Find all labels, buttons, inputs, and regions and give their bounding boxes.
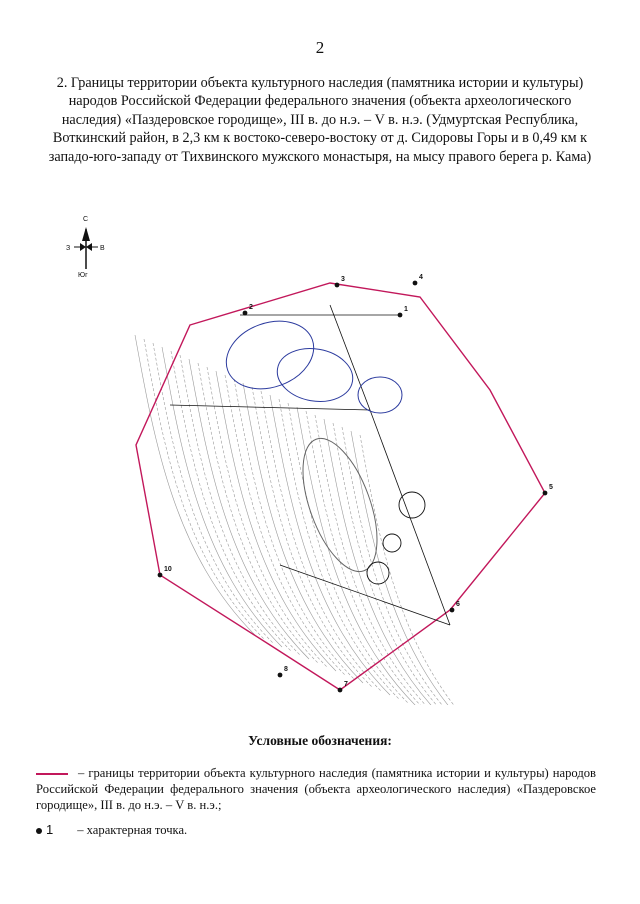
legend-boundary-item [36, 765, 596, 813]
contour-line [315, 415, 435, 705]
point-label: 1 [404, 306, 408, 313]
compass-south-label: Юг [78, 272, 88, 279]
site-plan-map [40, 205, 600, 705]
survey-lines [170, 305, 450, 625]
boundary-line-swatch [36, 773, 68, 775]
point-marker [278, 673, 283, 678]
point-label: 3 [341, 276, 345, 283]
mound-markers [367, 492, 425, 584]
point-marker [398, 313, 403, 318]
compass-icon [66, 216, 105, 279]
compass-north-label: С [83, 216, 89, 223]
terrain-contours [135, 335, 480, 705]
legend-point-number: 1 [46, 822, 54, 837]
contour-line [306, 411, 426, 705]
point-label: 8 [284, 666, 288, 673]
page-number: 2 [315, 38, 325, 57]
point-marker [158, 573, 163, 578]
legend-point-item [36, 822, 596, 838]
point-label: 7 [344, 681, 348, 688]
point-symbol-icon [36, 828, 42, 834]
point-marker [338, 688, 343, 693]
contour-line [342, 427, 462, 705]
point-label: 2 [249, 304, 253, 311]
point-marker [243, 311, 248, 316]
point-label: 4 [419, 274, 423, 281]
document-title: 2. Границы территории объекта культурного наследия (памятника истории и культуры) народов Российской Федерации федерального значения (объекта археологического наследия) «Паздеровское городище», III в. до н.э. – V в. н.э. (Удмуртская Республика, Воткинский район, в 2,3 км к востоко-северо-востоку от д. Сидоровы Горы и в 0,49 км к западо-юго-западу от Тихвинского мужского монастыря, на мысу правого берега р. Кама) [48, 75, 592, 165]
point-label: 5 [549, 484, 553, 491]
legend-heading: Условные обозначения: [248, 733, 392, 748]
compass-west-label: З [66, 245, 71, 252]
legend-boundary-text: – границы территории объекта культурного наследия (памятника истории и культуры) народов Российской Федерации федерального значения (объекта археологического наследия) «Паздеровское городище», III в. до н.э. – V в. н.э.; [36, 766, 596, 812]
compass-east-label: В [100, 245, 105, 252]
point-label: 6 [456, 601, 460, 608]
legend-point-text: – характерная точка. [77, 823, 188, 837]
point-label: 10 [164, 566, 172, 573]
point-marker [335, 283, 340, 288]
point-marker [543, 491, 548, 496]
site-boundary [136, 283, 545, 690]
excavation-areas [217, 310, 402, 582]
contour-line [360, 435, 480, 705]
characteristic-points [158, 274, 553, 692]
point-marker [413, 281, 418, 286]
point-marker [450, 608, 455, 613]
